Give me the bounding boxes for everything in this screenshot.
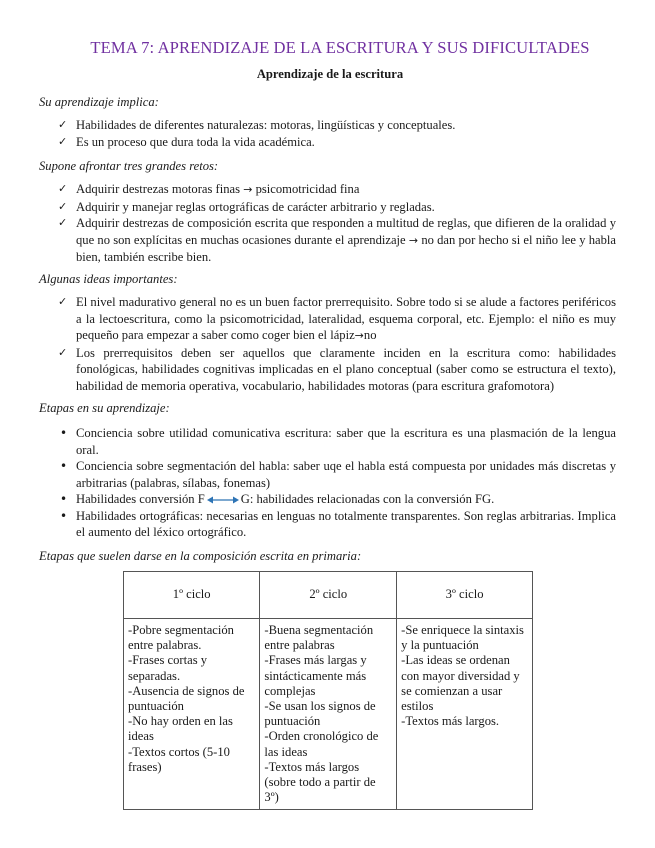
cell-line: -Buena segmentación entre palabras [264,623,374,653]
list-item: • Conciencia sobre utilidad comunicativa escritura: saber que la escritura es una plasmación de la lengua oral. [60,426,616,457]
check-icon: ✓ [58,345,68,359]
check-icon: ✓ [58,118,68,131]
cell-line: -Frases cortas y separadas. [128,653,208,683]
check-icon: ✓ [58,216,68,229]
cell-line: -Ausencia de signos de puntuación [128,683,245,714]
section-label-ideas: Algunas ideas importantes: [39,272,178,286]
bullet-icon: • [60,508,68,523]
cell-line: -Pobre segmentación entre palabras. [128,623,234,653]
list-item: • Habilidades ortográficas: necesarias en lenguas no totalmente transparentes. Son reglas arbitrarias. Implica el aumento del léxico ortográfico. [60,508,616,539]
list-item: ✓ Los prerrequisitos deben ser aquellos que claramente inciden en la escritura como: habilidades fonológicas, habilidades cognitivas implicadas en el plano conceptual (saber como se estructura el texto), habilidad de memoria operativa, vocabulario, habilidades motoras (para escritura grafomotora) [58,345,616,393]
table-header-row [124,572,533,619]
composition-stages-table [123,571,533,810]
section-subtitle: Aprendizaje de la escritura [256,67,404,81]
list-item: ✓ Adquirir destrezas de composición escrita que responden a multitud de reglas, que difieren de la oralidad y que no son explícitas en muchas ocasiones durante el aprendizaje → no dan por hecho si el niño lee y habla bien, también escribe bien. [58,216,616,264]
cell-line: -Las ideas se ordenan con mayor diversidad y se comienzan a usar estilos [401,653,520,714]
check-icon: ✓ [58,295,68,308]
table-header: 1º ciclo [124,572,260,619]
table-row [124,619,533,810]
cell-text [128,623,255,775]
cell-line: -Textos más largos (sobre todo a partir de 3º) [264,759,376,805]
right-arrow-icon: → [354,329,364,342]
cell-line: -Textos cortos (5-10 frases) [128,744,230,774]
bullet-icon: • [60,426,68,440]
section-label-implica: Su aprendizaje implica: [39,95,159,109]
bullet-icon: • [60,459,68,473]
list-item: ✓ El nivel madurativo general no es un buen factor prerrequisito. Sobre todo si se alude a factores periféricos a la lectoescritura, como la psicomotricidad, lateralidad, esquema corporal, etc. Ejemplo: el niño es muy pequeño para empezar a saber como coger bien el lápiz→no [58,295,616,342]
cell-line: -Se enriquece la sintaxis y la puntuación [401,623,524,653]
table-cell [260,619,397,810]
check-icon: ✓ [58,182,68,195]
retos-list [0,181,616,266]
cell-line: -Se usan los signos de puntuación [264,699,376,729]
cell-line: -Orden cronológico de las ideas [264,729,379,759]
list-item: • Habilidades conversión F G: habilidades relacionadas con la conversión FG. [60,492,495,506]
page-title: TEMA 7: APRENDIZAJE DE LA ESCRITURA Y SUS DIFICULTADES [90,38,590,57]
cell-text [401,623,528,729]
double-arrow-icon [207,495,239,505]
list-item: ✓ Adquirir y manejar reglas ortográficas de carácter arbitrario y regladas. [58,199,435,214]
list-item: ✓ Habilidades de diferentes naturalezas: motoras, lingüísticas y conceptuales. [58,118,456,132]
section-label-etapas: Etapas en su aprendizaje: [39,401,170,415]
check-icon: ✓ [58,199,68,213]
table-header: 3º ciclo [397,572,533,619]
section-label-composicion: Etapas que suelen darse en la composición escrita en primaria: [39,549,362,563]
section-label-retos: Supone afrontar tres grandes retos: [39,159,219,173]
check-icon: ✓ [58,134,68,148]
right-arrow-icon: → [243,183,253,196]
etapas-list [0,425,616,541]
table-header: 2º ciclo [260,572,397,619]
cell-line: -No hay orden en las ideas [128,714,233,744]
list-item: ✓ Adquirir destrezas motoras finas → psicomotricidad fina [58,182,360,196]
cell-text [264,623,392,805]
table-cell [124,619,260,810]
list-item: ✓ Es un proceso que dura toda la vida académica. [58,134,315,149]
right-arrow-icon: → [408,233,419,247]
bullet-icon: • [60,492,68,506]
cell-line: -Textos más largos. [401,714,500,729]
table-cell [397,619,533,810]
list-item: • Conciencia sobre segmentación del habla: saber uqe el habla está compuesta por unidades más discretas y arbitrarias (palabras, sílabas, fonemas) [60,459,616,490]
implica-list [0,117,616,150]
ideas-list [0,294,616,394]
cell-line: -Frases más largas y sintácticamente más complejas [264,653,367,698]
